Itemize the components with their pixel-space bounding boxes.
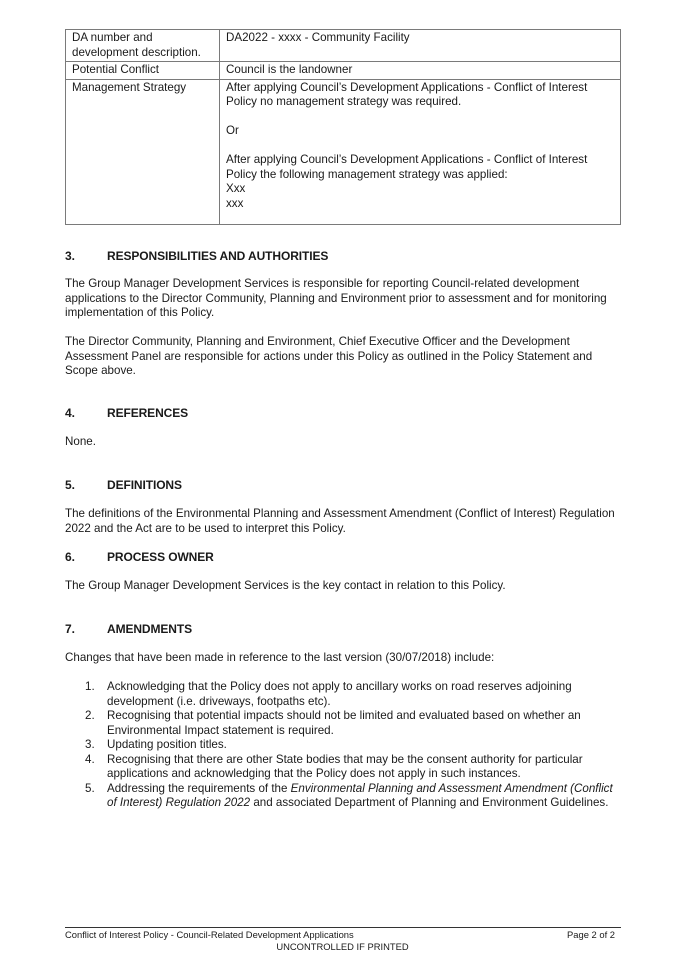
footer-divider: [65, 927, 621, 928]
section-paragraph: The Group Manager Development Services is the key contact in relation to this Policy.: [65, 579, 506, 592]
list-item-number: 3.: [85, 738, 95, 751]
section-heading: [65, 478, 182, 492]
list-item-text-part: Addressing the requirements of the: [107, 781, 291, 795]
table-label-cell: Management Strategy: [66, 79, 220, 224]
section-paragraph: The Group Manager Development Services is responsible for reporting Council-related development applications to the Director Community, Planning and Environment prior to assessment and for monitoring implementation of this Policy.: [65, 277, 607, 319]
list-item-text: Updating position titles.: [107, 738, 227, 751]
list-item-number: 5.: [85, 781, 95, 795]
table-value-cell: DA2022 - xxxx - Community Facility: [220, 30, 621, 62]
list-item-text: Recognising that there are other State bodies that may be the consent authority for particular applications and acknowledging that the Policy does not apply in such instances.: [107, 752, 583, 780]
list-item-text: Acknowledging that the Policy does not apply to ancillary works on road reserves adjoining development (i.e. driveways, footpaths etc).: [107, 680, 572, 708]
footer-page-number: Page 2 of 2: [567, 929, 615, 940]
section-title: DEFINITIONS: [107, 478, 182, 492]
section-number: 4.: [65, 406, 75, 420]
conflict-of-interest-table: [65, 29, 621, 225]
list-item: [65, 782, 625, 811]
list-item: [65, 680, 625, 709]
list-item-text: Recognising that potential impacts should not be limited and evaluated based on whether an Environmental Impact statement is required.: [107, 709, 581, 737]
section-number: 5.: [65, 478, 75, 492]
list-item-number: 1.: [85, 680, 95, 693]
section-number: 7.: [65, 622, 75, 636]
table-row: [66, 62, 621, 80]
list-item-text-part: and associated Department of Planning and Environment Guidelines.: [250, 796, 609, 809]
section-number: 3.: [65, 249, 75, 263]
section-heading: [65, 249, 328, 263]
table-label-cell: Potential Conflict: [66, 62, 220, 80]
section-heading: [65, 406, 188, 420]
strategy-line: After applying Council’s Development Applications - Conflict of Interest: [226, 80, 588, 94]
amendments-list: [65, 680, 625, 811]
list-item: [65, 738, 625, 753]
section-title: RESPONSIBILITIES AND AUTHORITIES: [107, 249, 329, 263]
table-row: [66, 30, 621, 62]
regulation-title: Environmental Planning and Assessment Amendment (Conflict of Interest) Regulation 2022: [107, 781, 613, 809]
footer-notice: UNCONTROLLED IF PRINTED: [276, 941, 409, 952]
section-paragraph: Changes that have been made in reference to the last version (30/07/2018) include:: [65, 651, 495, 664]
section-title: AMENDMENTS: [107, 622, 192, 636]
table-value-cell: Council is the landowner: [220, 62, 621, 80]
section-paragraph: The definitions of the Environmental Planning and Assessment Amendment (Conflict of Interest) Regulation 2022 and the Act are to be used to interpret this Policy.: [65, 507, 615, 535]
section-title: PROCESS OWNER: [107, 550, 214, 564]
table-label-cell: DA number and development description.: [66, 30, 220, 62]
strategy-line: Policy the following management strategy was applied:: [226, 167, 508, 181]
strategy-or: Or: [226, 124, 239, 137]
list-item: [65, 753, 625, 782]
strategy-line: xxx: [226, 196, 244, 210]
section-heading: [65, 550, 214, 564]
section-heading: [65, 622, 192, 636]
section-paragraph: None.: [65, 435, 96, 448]
list-item-number: 4.: [85, 752, 95, 766]
section-paragraph: The Director Community, Planning and Environment, Chief Executive Officer and the Development Assessment Panel are responsible for actions under this Policy as outlined in the Policy Statement and Scope above.: [65, 335, 593, 377]
management-strategy-cell: [220, 79, 621, 224]
footer-document-title: Conflict of Interest Policy - Council-Related Development Applications: [65, 929, 354, 940]
strategy-line: Xxx: [226, 182, 246, 195]
section-title: REFERENCES: [107, 406, 189, 420]
strategy-line: Policy no management strategy was required.: [226, 95, 462, 108]
list-item-number: 2.: [85, 709, 95, 722]
strategy-line: After applying Council’s Development Applications - Conflict of Interest: [226, 153, 588, 166]
table-row: [66, 79, 621, 224]
list-item-text: [107, 782, 613, 810]
section-number: 6.: [65, 550, 75, 564]
list-item: [65, 709, 625, 738]
